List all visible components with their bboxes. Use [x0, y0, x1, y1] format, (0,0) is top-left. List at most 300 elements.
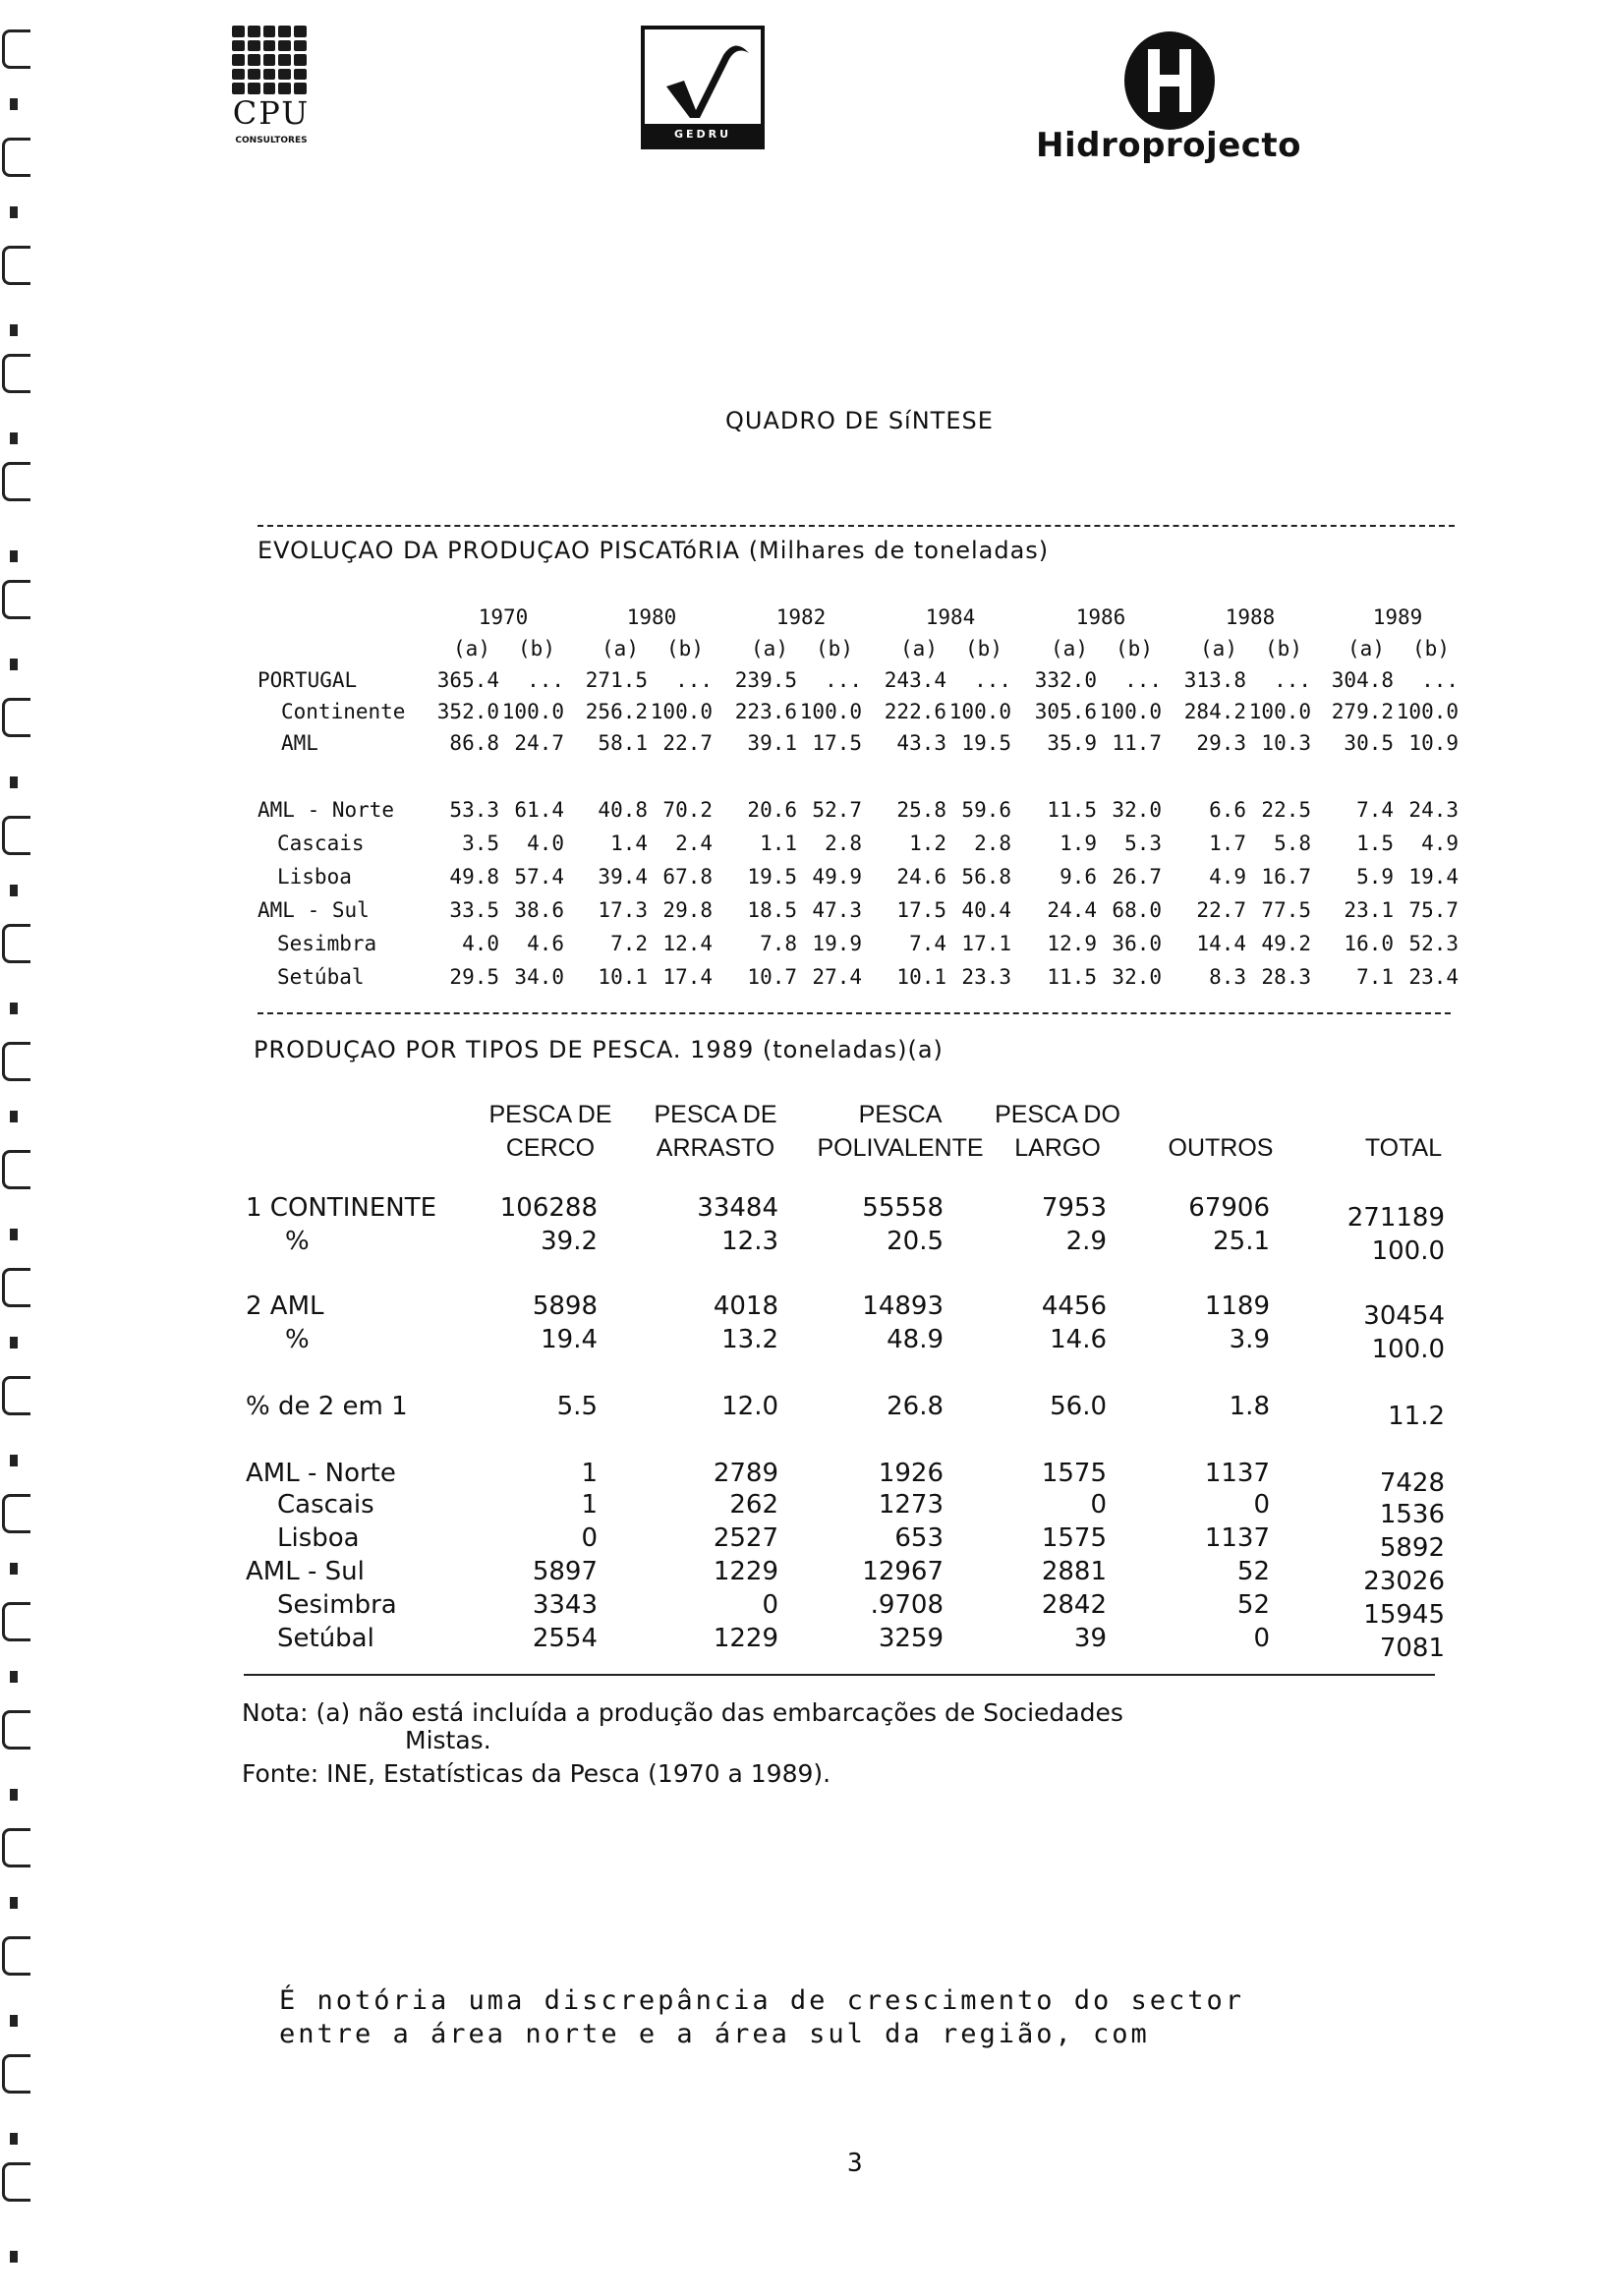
binding-hole [2, 2162, 30, 2202]
table-cell: 1.9 [1060, 832, 1097, 855]
table-cell: 0 [1253, 1624, 1270, 1653]
table-cell: 32.0 [1112, 965, 1162, 989]
table-cell: 2.4 [675, 832, 713, 855]
table-cell: 100.0 [1248, 700, 1311, 723]
section1-heading: EVOLUÇAO DA PRODUÇAO PISCATóRIA (Milhares de toneladas) [258, 537, 1050, 564]
row-label: AML - Sul [258, 898, 370, 922]
table-cell: 100.0 [650, 700, 713, 723]
binding-hole [2, 1828, 30, 1867]
table-cell: 20.6 [747, 798, 797, 822]
column-header-line1: PESCA [858, 1101, 943, 1128]
table-cell: 49.8 [449, 865, 499, 889]
table-cell: 14.4 [1196, 932, 1246, 955]
table-cell: 352.0 [436, 700, 499, 723]
table-cell: 653 [894, 1523, 944, 1553]
table-cell: 243.4 [884, 668, 946, 692]
table-cell: 7.1 [1356, 965, 1394, 989]
table-cell: 4.9 [1209, 865, 1246, 889]
table-cell: 33.5 [449, 898, 499, 922]
table-cell: 30.5 [1344, 731, 1394, 755]
binding-notch [10, 1789, 18, 1801]
table-cell: 52.3 [1408, 932, 1459, 955]
subheader-a: (a) [1347, 637, 1385, 660]
table-cell: 52 [1236, 1590, 1270, 1620]
table-cell: 6.6 [1209, 798, 1246, 822]
table-cell: 19.9 [812, 932, 862, 955]
table-cell: ... [1421, 668, 1459, 692]
table-cell: 17.4 [662, 965, 713, 989]
subheader-b: (b) [965, 637, 1002, 660]
table-cell: 7953 [1041, 1193, 1107, 1223]
row-label: Continente [281, 700, 406, 723]
table-cell: 10.7 [747, 965, 797, 989]
table-cell: 24.3 [1408, 798, 1459, 822]
paragraph-line-1: É notória uma discrepância de crescimento do sector [279, 1985, 1245, 2016]
table-cell: 279.2 [1331, 700, 1394, 723]
table-cell: 1.8 [1229, 1392, 1270, 1421]
binding-hole [2, 354, 30, 393]
table-cell: 2.8 [825, 832, 862, 855]
table-cell: 22.7 [662, 731, 713, 755]
year-header: 1970 [478, 605, 529, 629]
table-cell: 48.9 [887, 1325, 944, 1354]
table-cell: 2881 [1041, 1557, 1107, 1586]
binding-notch [10, 885, 18, 896]
table-cell: 1.4 [610, 832, 648, 855]
binding-notch [10, 1337, 18, 1349]
binding-notch [10, 1671, 18, 1683]
table-cell: 33484 [697, 1193, 778, 1223]
column-header-line1: PESCA DO [995, 1101, 1120, 1128]
row-label: 1 CONTINENTE [246, 1193, 437, 1223]
table-cell: 12.3 [721, 1227, 778, 1256]
table-cell: 5.5 [556, 1392, 598, 1421]
table-cell: 1536 [1379, 1500, 1445, 1529]
table-cell: 2554 [532, 1624, 598, 1653]
table-cell: 49.9 [812, 865, 862, 889]
table-cell: 7.4 [1356, 798, 1394, 822]
subheader-b: (b) [816, 637, 853, 660]
subheader-b: (b) [1412, 637, 1450, 660]
row-label: AML - Sul [246, 1557, 365, 1586]
subheader-a: (a) [1200, 637, 1237, 660]
table-cell: 5.9 [1356, 865, 1394, 889]
binding-notch [10, 206, 18, 218]
table-cell: 1 [581, 1490, 598, 1520]
table-cell: 52 [1236, 1557, 1270, 1586]
table-cell: 1575 [1041, 1459, 1107, 1488]
table-cell: 332.0 [1034, 668, 1097, 692]
note-line-1: Nota: (a) não está incluída a produção das embarcações de Sociedades [242, 1698, 1123, 1727]
column-header-line2: ARRASTO [656, 1134, 775, 1162]
table-cell: 365.4 [436, 668, 499, 692]
table-cell: 5897 [532, 1557, 598, 1586]
table-cell: 10.1 [896, 965, 946, 989]
binding-hole [2, 462, 30, 501]
row-label: Sesimbra [277, 1590, 397, 1620]
table-cell: 14893 [862, 1292, 944, 1321]
table-cell: 61.4 [514, 798, 564, 822]
table-cell: 23.3 [961, 965, 1011, 989]
table-cell: 10.1 [598, 965, 648, 989]
table-cell: 39 [1073, 1624, 1107, 1653]
table-cell: 1229 [713, 1557, 778, 1586]
dashed-divider [258, 1012, 1451, 1014]
binding-hole [2, 1602, 30, 1641]
table-cell: 56.8 [961, 865, 1011, 889]
table-cell: 271.5 [585, 668, 648, 692]
table-cell: 2527 [713, 1523, 778, 1553]
subheader-a: (a) [1051, 637, 1088, 660]
table-cell: 67.8 [662, 865, 713, 889]
table-cell: 57.4 [514, 865, 564, 889]
binding-hole [2, 138, 30, 177]
paragraph-line-2: entre a área norte e a área sul da região, com [279, 2019, 1150, 2049]
table-cell: 284.2 [1183, 700, 1246, 723]
table-cell: 2.9 [1065, 1227, 1107, 1256]
row-label: % de 2 em 1 [246, 1392, 408, 1421]
table-cell: 16.7 [1261, 865, 1311, 889]
table-cell: 0 [1253, 1490, 1270, 1520]
table-cell: 86.8 [449, 731, 499, 755]
table-cell: 34.0 [514, 965, 564, 989]
table-cell: 1.2 [909, 832, 946, 855]
table-cell: 4456 [1041, 1292, 1107, 1321]
table-cell: 100.0 [1396, 700, 1459, 723]
column-header-line1: PESCA DE [488, 1101, 612, 1128]
table-cell: 58.1 [598, 731, 648, 755]
table-cell: 53.3 [449, 798, 499, 822]
hidroprojecto-logo-icon [1120, 29, 1219, 132]
table-cell: 4.9 [1421, 832, 1459, 855]
row-label: AML - Norte [258, 798, 395, 822]
binding-notch [10, 1563, 18, 1575]
table-cell: 5.8 [1274, 832, 1311, 855]
table-cell: 1.5 [1356, 832, 1394, 855]
subheader-a: (a) [751, 637, 788, 660]
cpu-logo-subtext: CONSULTORES [235, 136, 308, 145]
binding-notch [10, 776, 18, 788]
table-cell: 23.1 [1344, 898, 1394, 922]
table-cell: 59.6 [961, 798, 1011, 822]
table-cell: 24.6 [896, 865, 946, 889]
table-cell: 14.6 [1050, 1325, 1107, 1354]
table-cell: 17.5 [896, 898, 946, 922]
table-cell: 30454 [1363, 1301, 1445, 1331]
column-header-line2: LARGO [1014, 1134, 1101, 1162]
row-label: Setúbal [277, 1624, 374, 1653]
subheader-b: (b) [1265, 637, 1302, 660]
binding-notch [10, 1003, 18, 1014]
table-cell: 11.5 [1047, 965, 1097, 989]
table-cell: 1575 [1041, 1523, 1107, 1553]
table-cell: 305.6 [1034, 700, 1097, 723]
dashed-divider [258, 525, 1455, 527]
table-cell: ... [1274, 668, 1311, 692]
table-cell: 2789 [713, 1459, 778, 1488]
subheader-b: (b) [666, 637, 704, 660]
table-cell: 55558 [862, 1193, 944, 1223]
binding-notch [10, 659, 18, 670]
binding-notch [10, 550, 18, 562]
subheader-b: (b) [1116, 637, 1153, 660]
table-bottom-rule [244, 1674, 1435, 1676]
table-cell: 223.6 [734, 700, 797, 723]
table-cell: 39.1 [747, 731, 797, 755]
year-header: 1982 [775, 605, 827, 629]
table-cell: 256.2 [585, 700, 648, 723]
table-cell: 7.8 [760, 932, 797, 955]
table-cell: 1 [581, 1459, 598, 1488]
table-cell: 47.3 [812, 898, 862, 922]
table-cell: 29.8 [662, 898, 713, 922]
source-note: Fonte: INE, Estatísticas da Pesca (1970 a 1989). [242, 1759, 831, 1788]
gedru-logo-mark [645, 29, 761, 124]
binding-hole [2, 924, 30, 963]
table-cell: 12.4 [662, 932, 713, 955]
table-cell: 19.5 [961, 731, 1011, 755]
document-title: QUADRO DE SíNTESE [725, 407, 994, 434]
table-cell: 1229 [713, 1624, 778, 1653]
binding-notch [10, 2015, 18, 2027]
table-cell: 7.4 [909, 932, 946, 955]
table-cell: 100.0 [1371, 1335, 1445, 1364]
table-cell: 5892 [1379, 1533, 1445, 1563]
row-label: Sesimbra [277, 932, 377, 955]
table-cell: 24.4 [1047, 898, 1097, 922]
table-cell: 1189 [1204, 1292, 1270, 1321]
row-label: Cascais [277, 1490, 374, 1520]
table-cell: 70.2 [662, 798, 713, 822]
binding-hole [2, 1936, 30, 1976]
table-cell: 43.3 [896, 731, 946, 755]
table-cell: 35.9 [1047, 731, 1097, 755]
year-header: 1988 [1225, 605, 1276, 629]
table-cell: 67906 [1188, 1193, 1270, 1223]
table-cell: 7428 [1379, 1468, 1445, 1498]
table-cell: ... [1124, 668, 1162, 692]
binding-notch [10, 1897, 18, 1909]
table-cell: 11.2 [1388, 1402, 1445, 1431]
table-cell: 4.0 [527, 832, 564, 855]
row-label: AML - Norte [246, 1459, 396, 1488]
table-cell: 16.0 [1344, 932, 1394, 955]
table-cell: 4.0 [462, 932, 499, 955]
binding-hole [2, 1710, 30, 1750]
year-header: 1986 [1075, 605, 1126, 629]
row-label: 2 AML [246, 1292, 324, 1321]
table-cell: 38.6 [514, 898, 564, 922]
table-cell: 11.5 [1047, 798, 1097, 822]
table-cell: 271189 [1346, 1203, 1445, 1233]
row-label: % [285, 1325, 310, 1354]
section2-heading: PRODUÇAO POR TIPOS DE PESCA. 1989 (toneladas)(a) [254, 1036, 944, 1063]
table-cell: 1.1 [760, 832, 797, 855]
table-cell: 0 [1090, 1490, 1107, 1520]
table-cell: 1926 [878, 1459, 944, 1488]
table-cell: 32.0 [1112, 798, 1162, 822]
table-cell: 28.3 [1261, 965, 1311, 989]
table-cell: 56.0 [1050, 1392, 1107, 1421]
table-cell: 262 [729, 1490, 778, 1520]
binding-notch [10, 1455, 18, 1466]
binding-hole [2, 1268, 30, 1307]
table-cell: 12.9 [1047, 932, 1097, 955]
table-cell: 313.8 [1183, 668, 1246, 692]
table-cell: 2842 [1041, 1590, 1107, 1620]
subheader-b: (b) [518, 637, 555, 660]
table-cell: 29.5 [449, 965, 499, 989]
table-cell: 7081 [1379, 1634, 1445, 1663]
binding-edge [0, 0, 39, 2296]
table-cell: 1137 [1204, 1523, 1270, 1553]
cpu-logo-text: CPU [232, 94, 311, 132]
column-header-line2: TOTAL [1364, 1134, 1443, 1162]
table-cell: 5.3 [1124, 832, 1162, 855]
row-label: Lisboa [277, 865, 352, 889]
table-cell: 39.2 [541, 1227, 598, 1256]
table-cell: ... [825, 668, 862, 692]
table-cell: 25.1 [1213, 1227, 1270, 1256]
table-cell: 3259 [878, 1624, 944, 1653]
table-cell: 3343 [532, 1590, 598, 1620]
column-header-line1: PESCA DE [654, 1101, 777, 1128]
table-cell: 19.4 [541, 1325, 598, 1354]
table-cell: 7.2 [610, 932, 648, 955]
table-cell: 5898 [532, 1292, 598, 1321]
table-cell: 4018 [713, 1292, 778, 1321]
binding-notch [10, 98, 18, 110]
table-cell: 68.0 [1112, 898, 1162, 922]
binding-hole [2, 698, 30, 737]
table-cell: 1137 [1204, 1459, 1270, 1488]
table-cell: 23026 [1363, 1567, 1445, 1596]
table-cell: 304.8 [1331, 668, 1394, 692]
table-cell: 11.7 [1112, 731, 1162, 755]
table-cell: 40.8 [598, 798, 648, 822]
binding-hole [2, 2054, 30, 2094]
table-cell: 1.7 [1209, 832, 1246, 855]
subheader-a: (a) [900, 637, 938, 660]
table-cell: 100.0 [1099, 700, 1162, 723]
row-label: % [285, 1227, 310, 1256]
table-cell: 10.9 [1408, 731, 1459, 755]
binding-hole [2, 816, 30, 855]
table-cell: 15945 [1363, 1600, 1445, 1630]
binding-notch [10, 324, 18, 336]
table-cell: 27.4 [812, 965, 862, 989]
table-cell: 222.6 [884, 700, 946, 723]
table-cell: 36.0 [1112, 932, 1162, 955]
binding-hole [2, 1376, 30, 1415]
table-cell: ... [675, 668, 713, 692]
table-cell: 26.8 [887, 1392, 944, 1421]
table-cell: 25.8 [896, 798, 946, 822]
binding-hole [2, 1042, 30, 1081]
table-cell: 39.4 [598, 865, 648, 889]
year-header: 1980 [626, 605, 677, 629]
gedru-logo-label: GEDRU [645, 124, 761, 145]
row-label: Cascais [277, 832, 365, 855]
table-cell: 0 [581, 1523, 598, 1553]
table-cell: 100.0 [1371, 1236, 1445, 1266]
binding-notch [10, 2133, 18, 2145]
hidroprojecto-logo-text: Hidroprojecto [1036, 126, 1302, 165]
table-cell: 239.5 [734, 668, 797, 692]
table-cell: 40.4 [961, 898, 1011, 922]
table-cell: ... [527, 668, 564, 692]
binding-hole [2, 29, 30, 69]
table-cell: 22.7 [1196, 898, 1246, 922]
table-cell: 10.3 [1261, 731, 1311, 755]
table-cell: 17.3 [598, 898, 648, 922]
table-cell: 3.5 [462, 832, 499, 855]
table-cell: 3.9 [1229, 1325, 1270, 1354]
table-cell: 19.5 [747, 865, 797, 889]
table-cell: 75.7 [1408, 898, 1459, 922]
column-header-line2: CERCO [505, 1134, 596, 1162]
table-cell: 23.4 [1408, 965, 1459, 989]
binding-hole [2, 1150, 30, 1189]
table-cell: 100.0 [799, 700, 862, 723]
table-cell: 19.4 [1408, 865, 1459, 889]
table-cell: ... [974, 668, 1011, 692]
binding-hole [2, 1494, 30, 1533]
table-cell: 24.7 [514, 731, 564, 755]
cpu-logo-grid [232, 26, 307, 94]
table-cell: 17.1 [961, 932, 1011, 955]
table-cell: 100.0 [948, 700, 1011, 723]
column-header-line2: OUTROS [1168, 1134, 1274, 1162]
binding-notch [10, 1111, 18, 1122]
table-cell: 4.6 [527, 932, 564, 955]
table-cell: 12967 [862, 1557, 944, 1586]
binding-hole [2, 246, 30, 285]
table-cell: 77.5 [1261, 898, 1311, 922]
gedru-logo [641, 26, 765, 149]
table-cell: 2.8 [974, 832, 1011, 855]
table-cell: 12.0 [721, 1392, 778, 1421]
table-cell: 26.7 [1112, 865, 1162, 889]
table-cell: 29.3 [1196, 731, 1246, 755]
year-header: 1984 [925, 605, 976, 629]
subheader-a: (a) [453, 637, 490, 660]
row-label: Lisboa [277, 1523, 360, 1553]
table-cell: 49.2 [1261, 932, 1311, 955]
column-header-line2: POLIVALENTE [817, 1134, 984, 1162]
table-cell: 100.0 [501, 700, 564, 723]
note-line-2: Mistas. [405, 1726, 491, 1754]
row-label: AML [281, 731, 318, 755]
row-label: PORTUGAL [258, 668, 358, 692]
binding-notch [10, 2251, 18, 2263]
table-cell: .9708 [870, 1590, 944, 1620]
table-cell: 17.5 [812, 731, 862, 755]
table-cell: 0 [762, 1590, 778, 1620]
table-cell: 52.7 [812, 798, 862, 822]
binding-notch [10, 432, 18, 444]
page-number: 3 [847, 2149, 863, 2178]
binding-hole [2, 580, 30, 619]
table-cell: 20.5 [887, 1227, 944, 1256]
table-cell: 106288 [499, 1193, 598, 1223]
table-cell: 13.2 [721, 1325, 778, 1354]
binding-notch [10, 1229, 18, 1240]
table-cell: 8.3 [1209, 965, 1246, 989]
table-cell: 22.5 [1261, 798, 1311, 822]
row-label: Setúbal [277, 965, 365, 989]
table-cell: 1273 [878, 1490, 944, 1520]
